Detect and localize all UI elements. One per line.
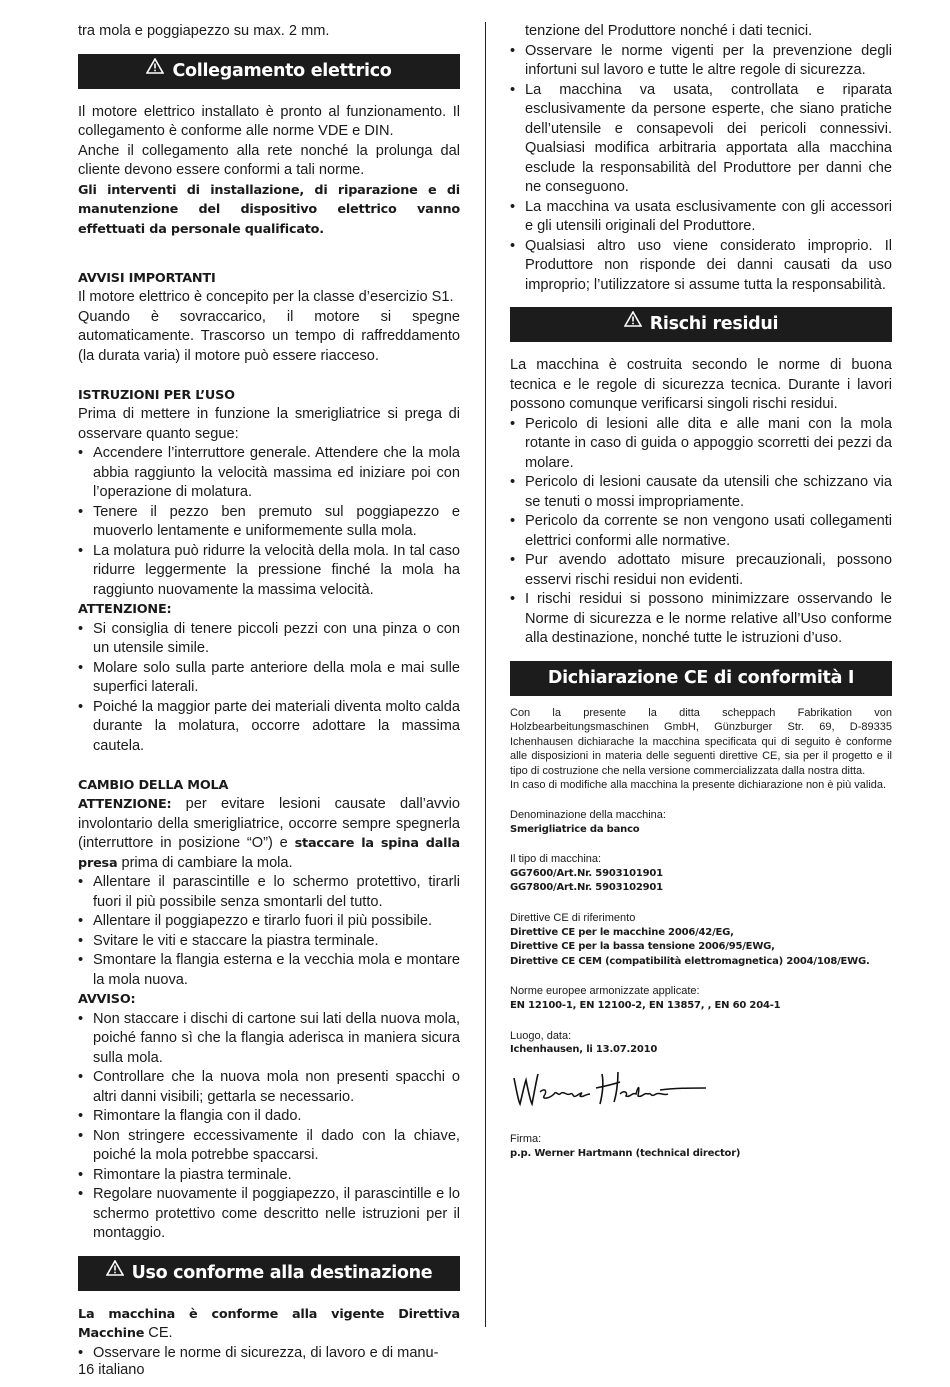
- list-item: • Pur avendo adottato misure precauzionali, possono esservi rischi residui non evidenti.: [510, 551, 892, 590]
- list-item: • Svitare le viti e staccare la piastra terminale.: [78, 932, 460, 952]
- avvisi-title: AVVISI IMPORTANTI: [78, 270, 216, 286]
- right-column: [510, 22, 892, 1162]
- elec-p1: Il motore elettrico installato è pronto al funzionamento. Il collegamento è conforme alle norme VDE e DIN.: [78, 103, 460, 139]
- banner-rischi: Rischi residui: [510, 307, 892, 342]
- list-item: • Controllare che la nuova mola non presenti spacchi o altri danni visibili; gettarla se necessario.: [78, 1068, 460, 1107]
- list-item: • Pericolo di lesioni alle dita e alle mani con la mola rotante in caso di guida o appoggio scorretti dei pezzi da molare.: [510, 415, 892, 474]
- avviso-list: [78, 1010, 460, 1244]
- avviso-title: AVVISO:: [78, 992, 136, 1007]
- banner-dichiarazione: Dichiarazione CE di conformità I: [510, 661, 892, 696]
- list-item: • La macchina va usata, controllata e riparata esclusivamente da persone esperte, che siano pratiche dell’utensile e consapevoli dei pericoli connessivi. Qualsiasi modifica arbitraria apportata alla macchina esclude la responsabilità del Produttore per danni che ne conseguono.: [510, 81, 892, 198]
- list-item: • Pericolo di lesioni causate da utensili che schizzano via se tenuti o mossi impropriamente.: [510, 473, 892, 512]
- tipo-value: GG7800/Art.Nr. 5903102901: [510, 882, 663, 894]
- list-item: • Allentare il parascintille e lo schermo protettivo, tirarli fuori il più possibile senza smontarli del tutto.: [78, 873, 460, 912]
- column-divider: [485, 22, 486, 1327]
- cambio-text: ATTENZIONE: per evitare lesioni causate dall’avvio involontario della smerigliatrice, occorre sempre spegnerla (interruttore in posizione “O”) e staccare la spina dalla presa prima di cambiare la mola.: [78, 796, 460, 871]
- istr-p: Prima di mettere in funzione la smerigliatrice si prega di osservare quanto segue:: [78, 406, 460, 442]
- list-item: • Tenere il pezzo ben premuto sul poggiapezzo e muoverlo lentamente e uniformemente sulla mola.: [78, 503, 460, 542]
- warning-icon: [624, 305, 642, 340]
- uso-list-start: [78, 1344, 460, 1364]
- list-item: • Non staccare i dischi di cartone sui lati della nuova mola, poiché fanno sì che la flangia aderisca in maniera sicura sulla mola.: [78, 1010, 460, 1069]
- avvisi-p2: Quando è sovraccarico, il motore si spegne automaticamente. Trascorso un tempo di raffreddamento (la durata varia) il motore può essere riacceso.: [78, 308, 460, 364]
- page-footer: 16 italiano: [78, 1362, 145, 1378]
- firma-value: p.p. Werner Hartmann (technical director): [510, 1147, 741, 1159]
- decl-p2: In caso di modifiche alla macchina la presente dichiarazione non è più valida.: [510, 779, 887, 792]
- att-list: [78, 620, 460, 757]
- list-item: • La macchina va usata esclusivamente con gli accessori e gli utensili originali del Produttore.: [510, 198, 892, 237]
- dir-label: Direttive CE di riferimento: [510, 912, 636, 925]
- list-item: • Osservare le norme di sicurezza, di lavoro e di manu-: [78, 1344, 460, 1364]
- tipo-value: GG7600/Art.Nr. 5903101901: [510, 867, 663, 879]
- list-item: • Molare solo sulla parte anteriore della mola e mai sulle superfici laterali.: [78, 659, 460, 698]
- dir-value: Direttive CE per le macchine 2006/42/EG,: [510, 926, 734, 938]
- declaration: [510, 706, 892, 1162]
- list-item: • Rimontare la piastra terminale.: [78, 1166, 460, 1186]
- signature-image: [510, 1066, 892, 1115]
- luogo-value: Ichenhausen, li 13.07.2010: [510, 1044, 658, 1056]
- istr-title: ISTRUZIONI PER L’USO: [78, 387, 235, 403]
- list-item: • Poiché la maggior parte dei materiali diventa molto calda durante la molatura, occorre adottare la massima cautela.: [78, 698, 460, 757]
- norme-label: Norme europee armonizzate applicate:: [510, 985, 700, 998]
- dir-value: Direttive CE CEM (compatibilità elettromagnetica) 2004/108/EWG.: [510, 955, 870, 967]
- uso-continuation: tenzione del Produttore nonché i dati tecnici.: [525, 23, 813, 39]
- banner-uso-conforme: Uso conforme alla destinazione: [78, 1256, 460, 1291]
- att-title: ATTENZIONE:: [78, 602, 172, 617]
- norme-value: EN 12100-1, EN 12100-2, EN 13857, , EN 60 204-1: [510, 1000, 781, 1011]
- warning-icon: [146, 52, 164, 87]
- istr-list: [78, 444, 460, 600]
- list-item: • Allentare il poggiapezzo e tirarlo fuori il più possibile.: [78, 912, 460, 932]
- luogo-label: Luogo, data:: [510, 1029, 572, 1042]
- tipo-label: Il tipo di macchina:: [510, 853, 602, 866]
- avvisi-p1: Il motore elettrico è concepito per la classe d’esercizio S1.: [78, 289, 454, 305]
- list-item: • I rischi residui si possono minimizzare osservando le Norme di sicurezza e le norme relative all’Uso conforme alla destinazione, nonché tutte le istruzioni d’uso.: [510, 590, 892, 649]
- rischi-list: [510, 415, 892, 649]
- elec-bold: Gli interventi di installazione, di riparazione e di manutenzione del dispositivo elettrico vanno effettuati da personale qualificato.: [78, 182, 460, 237]
- list-item: • Si consiglia di tenere piccoli pezzi con una pinza o con un utensile simile.: [78, 620, 460, 659]
- list-item: • Rimontare la flangia con il dado.: [78, 1107, 460, 1127]
- list-item: • Smontare la flangia esterna e la vecchia mola e montare la mola nuova.: [78, 951, 460, 990]
- decl-p1: Con la presente la ditta scheppach Fabrikation von Holzbearbeitungsmaschinen GmbH, Günzburger Str. 69, D-89335 Ichenhausen dichiarache la macchina specificata qui di seguito è conforme alle disposizioni in materia delle seguenti direttive CE, sia per il progetto e il tipo di costruzione che nella versione commercializzata dalla nostra ditta.: [510, 706, 892, 777]
- list-item: • La molatura può ridurre la velocità della mola. In tal caso ridurre leggermente la pressione finché la mola ha raggiunto nuovamente la massima velocità.: [78, 542, 460, 601]
- warning-icon: [106, 1254, 124, 1289]
- list-item: • Pericolo da corrente se non vengono usati collegamenti elettrici conformi alle normative.: [510, 512, 892, 551]
- elec-p2: Anche il collegamento alla rete nonché la prolunga dal cliente devono essere conformi a tali norme.: [78, 142, 460, 178]
- dir-value: Direttive CE per la bassa tensione 2006/95/EWG,: [510, 941, 775, 953]
- uso-text: La macchina è conforme alla vigente Direttiva Macchine CE.: [78, 1306, 460, 1341]
- uso-list: [510, 42, 892, 296]
- list-item: • Qualsiasi altro uso viene considerato improprio. Il Produttore non risponde dei danni causati da uso improprio; l’utilizzatore si assume tutta la responsabilità.: [510, 237, 892, 296]
- rischi-p: La macchina è costruita secondo le norme di buona tecnica e le regole di sicurezza tecnica. Durante i lavori possono comunque verificarsi singoli rischi residui.: [510, 357, 892, 412]
- denom-label: Denominazione della macchina:: [510, 809, 666, 822]
- banner-collegamento: Collegamento elettrico: [78, 54, 460, 89]
- list-item: • Regolare nuovamente il poggiapezzo, il parascintille e lo schermo protettivo come descritto nelle istruzioni per il montaggio.: [78, 1185, 460, 1244]
- list-item: • Non stringere eccessivamente il dado con la chiave, poiché la mola potrebbe spaccarsi.: [78, 1127, 460, 1166]
- intro-text: tra mola e poggiapezzo su max. 2 mm.: [78, 23, 330, 39]
- left-column: [78, 22, 460, 1363]
- list-item: • Accendere l’interruttore generale. Attendere che la mola abbia raggiunto la velocità massima ed iniziare poi con l’operazione di molatura.: [78, 444, 460, 503]
- list-item: • Osservare le norme vigenti per la prevenzione degli infortuni sul lavoro e tutte le altre regole di sicurezza.: [510, 42, 892, 81]
- cambio-list: [78, 873, 460, 990]
- denom-value: Smerigliatrice da banco: [510, 823, 640, 835]
- cambio-title: CAMBIO DELLA MOLA: [78, 777, 229, 793]
- firma-label: Firma:: [510, 1133, 542, 1146]
